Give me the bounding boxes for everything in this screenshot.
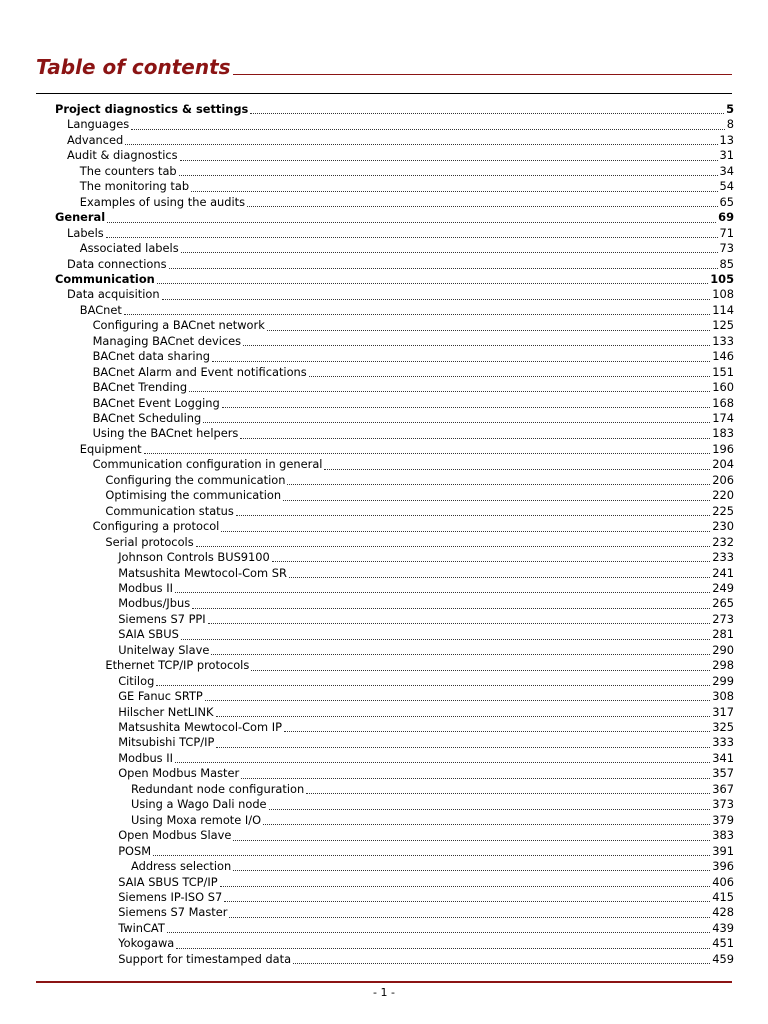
dot-leader bbox=[106, 237, 718, 238]
toc-entry-page: 168 bbox=[712, 395, 734, 410]
toc-entry-page: 241 bbox=[712, 565, 734, 580]
toc-entry-page: 8 bbox=[726, 117, 734, 132]
toc-entry[interactable] bbox=[118, 952, 734, 967]
toc-entry-label: Siemens S7 PPI bbox=[118, 611, 206, 626]
toc-entry-page: 265 bbox=[712, 596, 734, 611]
toc-entry-page: 114 bbox=[712, 302, 734, 317]
toc-entry-page: 428 bbox=[712, 905, 734, 920]
dot-leader bbox=[289, 577, 710, 578]
toc-entry[interactable] bbox=[105, 535, 734, 550]
toc-entry-label: Ethernet TCP/IP protocols bbox=[105, 658, 250, 673]
dot-leader bbox=[272, 561, 710, 562]
toc-entry[interactable] bbox=[55, 102, 734, 117]
toc-entry-label: Redundant node configuration bbox=[131, 781, 305, 796]
toc-entry-label: Support for timestamped data bbox=[118, 951, 292, 966]
toc-entry-label: Unitelway Slave bbox=[118, 642, 210, 657]
toc-entry-page: 125 bbox=[712, 318, 734, 333]
toc-entry-label: Address selection bbox=[131, 859, 232, 874]
toc-entry-label: Using Moxa remote I/O bbox=[131, 812, 262, 827]
toc-entry-page: 391 bbox=[712, 843, 734, 858]
dot-leader bbox=[267, 330, 710, 331]
toc-entry[interactable] bbox=[93, 318, 734, 333]
dot-leader bbox=[233, 870, 710, 871]
dot-leader bbox=[306, 793, 710, 794]
dot-leader bbox=[180, 160, 718, 161]
dot-leader bbox=[153, 855, 710, 856]
toc-entry-label: Siemens S7 Master bbox=[118, 905, 228, 920]
toc-entry-page: 367 bbox=[712, 781, 734, 796]
dot-leader bbox=[220, 886, 711, 887]
dot-leader bbox=[233, 840, 710, 841]
toc-entry-page: 160 bbox=[712, 380, 734, 395]
toc-entry-label: Advanced bbox=[67, 132, 124, 147]
dot-leader bbox=[221, 531, 710, 532]
toc-entry[interactable] bbox=[80, 442, 734, 457]
toc-entry-page: 406 bbox=[712, 874, 734, 889]
toc-entry-page: 220 bbox=[712, 488, 734, 503]
toc-entry-label: SAIA SBUS bbox=[118, 627, 179, 642]
dot-leader bbox=[175, 762, 710, 763]
toc-entry-label: Serial protocols bbox=[105, 534, 194, 549]
dot-leader bbox=[293, 963, 710, 964]
toc-entry-page: 183 bbox=[712, 426, 734, 441]
toc-entry-page: 281 bbox=[712, 627, 734, 642]
toc-entry-label: BACnet Event Logging bbox=[92, 395, 220, 410]
toc-entry[interactable] bbox=[93, 411, 734, 426]
dot-leader bbox=[211, 654, 710, 655]
toc-entry-page: 230 bbox=[712, 519, 734, 534]
toc-entry[interactable] bbox=[118, 689, 734, 704]
toc-entry-label: Siemens IP-ISO S7 bbox=[118, 889, 223, 904]
toc-entry[interactable] bbox=[118, 921, 734, 936]
toc-entry[interactable] bbox=[118, 612, 734, 627]
toc-entry[interactable] bbox=[105, 504, 734, 519]
dot-leader bbox=[167, 932, 710, 933]
toc-entry-page: 333 bbox=[712, 735, 734, 750]
dot-leader bbox=[169, 268, 718, 269]
toc-entry[interactable] bbox=[118, 705, 734, 720]
toc-entry-label: Examples of using the audits bbox=[79, 194, 246, 209]
page-title: Table of contents bbox=[36, 55, 231, 79]
toc-entry-page: 379 bbox=[712, 812, 734, 827]
toc-entry[interactable] bbox=[67, 287, 734, 302]
toc-entry-page: 298 bbox=[712, 658, 734, 673]
toc-entry-page: 34 bbox=[719, 163, 734, 178]
dot-leader bbox=[162, 299, 711, 300]
dot-leader bbox=[176, 948, 710, 949]
toc-entry-page: 308 bbox=[712, 689, 734, 704]
dot-leader bbox=[251, 670, 710, 671]
toc-entry-page: 69 bbox=[718, 210, 734, 225]
toc-entry[interactable] bbox=[80, 241, 734, 256]
toc-entry-label: GE Fanuc SRTP bbox=[118, 689, 203, 704]
toc-entry-label: Associated labels bbox=[79, 241, 179, 256]
toc-entry[interactable] bbox=[118, 828, 734, 843]
toc-entry-page: 65 bbox=[719, 194, 734, 209]
dot-leader bbox=[144, 453, 711, 454]
dot-leader bbox=[212, 361, 710, 362]
dot-leader bbox=[324, 469, 710, 470]
dot-leader bbox=[287, 484, 710, 485]
toc-entry-page: 71 bbox=[719, 225, 734, 240]
dot-leader bbox=[203, 422, 710, 423]
toc-entry-page: 249 bbox=[712, 580, 734, 595]
dot-leader bbox=[309, 376, 711, 377]
toc-entry-page: 383 bbox=[712, 828, 734, 843]
dot-leader bbox=[179, 175, 718, 176]
dot-leader bbox=[241, 778, 710, 779]
toc-entry-label: Communication bbox=[55, 271, 155, 286]
toc-entry-page: 325 bbox=[712, 720, 734, 734]
toc-entry-page: 204 bbox=[712, 457, 734, 472]
toc-entry[interactable] bbox=[131, 797, 734, 812]
toc-entry-label: Labels bbox=[67, 225, 104, 240]
toc-entry-label: BACnet data sharing bbox=[92, 349, 210, 364]
toc-entry[interactable] bbox=[93, 349, 734, 364]
toc-entry-page: 13 bbox=[719, 132, 734, 147]
dot-leader bbox=[191, 191, 717, 192]
dot-leader bbox=[216, 747, 710, 748]
toc-entry-page: 73 bbox=[719, 241, 734, 256]
dot-leader bbox=[247, 206, 717, 207]
toc-entry-label: Configuring a protocol bbox=[92, 519, 220, 534]
toc-entry-page: 459 bbox=[712, 951, 734, 966]
toc-entry-label: Configuring the communication bbox=[105, 472, 286, 487]
toc-entry-label: The counters tab bbox=[79, 163, 177, 178]
dot-leader bbox=[125, 144, 717, 145]
dot-leader bbox=[224, 901, 710, 902]
toc-entry[interactable] bbox=[93, 396, 734, 411]
toc-entry[interactable] bbox=[67, 133, 734, 148]
toc-entry-label: Optimising the communication bbox=[105, 488, 282, 503]
toc-entry-page: 415 bbox=[712, 889, 734, 904]
toc-entry-label: Project diagnostics & settings bbox=[55, 102, 249, 116]
toc-entry-page: 357 bbox=[712, 766, 734, 781]
toc-entry-label: General bbox=[55, 210, 106, 225]
page-number: - 1 - bbox=[373, 986, 395, 999]
toc-entry[interactable] bbox=[67, 257, 734, 272]
toc-entry-page: 451 bbox=[712, 936, 734, 951]
dot-leader bbox=[284, 731, 710, 732]
title-underline bbox=[233, 74, 732, 75]
dot-leader bbox=[107, 222, 716, 223]
toc-entry-page: 151 bbox=[712, 364, 734, 379]
toc-entry[interactable] bbox=[80, 179, 734, 194]
toc-entry[interactable] bbox=[93, 519, 734, 534]
toc-entry-label: SAIA SBUS TCP/IP bbox=[118, 874, 218, 889]
dot-leader bbox=[157, 283, 708, 284]
toc-entry[interactable] bbox=[118, 936, 734, 951]
toc-entry-page: 54 bbox=[719, 179, 734, 194]
toc-entry[interactable] bbox=[93, 457, 734, 472]
toc-entry-label: Modbus II bbox=[118, 750, 173, 765]
toc-entry[interactable] bbox=[118, 643, 734, 658]
toc-entry-page: 373 bbox=[712, 797, 734, 812]
toc-entry-label: Modbus II bbox=[118, 580, 173, 595]
toc-entry-label: Matsushita Mewtocol-Com IP bbox=[118, 720, 282, 734]
toc-entry[interactable] bbox=[105, 473, 734, 488]
toc-entry-page: 233 bbox=[712, 550, 734, 565]
toc-entry-label: Open Modbus Master bbox=[118, 766, 240, 781]
toc-entry-page: 341 bbox=[712, 750, 734, 765]
toc-entry-label: Citilog bbox=[118, 673, 155, 688]
toc-entry-label: Mitsubishi TCP/IP bbox=[118, 735, 215, 750]
dot-leader bbox=[181, 639, 710, 640]
toc-entry-label: BACnet Trending bbox=[92, 380, 188, 395]
toc-entry[interactable] bbox=[131, 859, 734, 874]
toc-entry-label: Using a Wago Dali node bbox=[131, 797, 267, 812]
dot-leader bbox=[283, 500, 710, 501]
toc-entry-page: 232 bbox=[712, 534, 734, 549]
top-divider bbox=[36, 93, 732, 94]
toc-entry[interactable] bbox=[93, 334, 734, 349]
toc-entry-page: 146 bbox=[712, 349, 734, 364]
toc-entry-page: 290 bbox=[712, 642, 734, 657]
toc-entry-label: Open Modbus Slave bbox=[118, 828, 232, 843]
toc-entry-label: BACnet Scheduling bbox=[92, 411, 202, 425]
toc-entry-page: 273 bbox=[712, 611, 734, 626]
toc-entry-label: Using the BACnet helpers bbox=[92, 426, 239, 441]
dot-leader bbox=[229, 917, 710, 918]
toc-entry[interactable] bbox=[131, 782, 734, 797]
dot-leader bbox=[216, 716, 711, 717]
toc-entry-label: Managing BACnet devices bbox=[92, 333, 242, 348]
toc-entry-page: 174 bbox=[712, 411, 734, 425]
dot-leader bbox=[131, 129, 725, 130]
toc-entry-label: BACnet Alarm and Event notifications bbox=[92, 364, 307, 379]
dot-leader bbox=[236, 515, 710, 516]
toc-entry-page: 225 bbox=[712, 503, 734, 518]
toc-entry-label: Audit & diagnostics bbox=[67, 148, 178, 163]
toc-entry-label: TwinCAT bbox=[118, 920, 165, 935]
dot-leader bbox=[250, 113, 724, 114]
toc-entry-page: 31 bbox=[719, 148, 734, 163]
toc-entry-page: 105 bbox=[710, 271, 734, 286]
title-row bbox=[36, 54, 732, 80]
toc-entry-page: 439 bbox=[712, 920, 734, 935]
toc-entry-page: 85 bbox=[719, 256, 734, 271]
toc-entry-page: 5 bbox=[726, 102, 734, 116]
toc-entry[interactable] bbox=[131, 813, 734, 828]
toc-entry-label: Communication status bbox=[105, 503, 234, 518]
toc-entry[interactable] bbox=[118, 875, 734, 890]
dot-leader bbox=[189, 391, 710, 392]
toc-entry[interactable] bbox=[105, 658, 734, 673]
toc-entry-label: The monitoring tab bbox=[79, 179, 190, 194]
toc-entry[interactable] bbox=[118, 751, 734, 766]
toc-entry-page: 206 bbox=[712, 472, 734, 487]
toc-entry[interactable] bbox=[118, 627, 734, 642]
dot-leader bbox=[243, 345, 710, 346]
toc-entry-label: Modbus/Jbus bbox=[118, 596, 191, 611]
dot-leader bbox=[269, 809, 711, 810]
dot-leader bbox=[263, 824, 710, 825]
toc-entry-page: 299 bbox=[712, 673, 734, 688]
toc-entry[interactable] bbox=[55, 210, 734, 225]
toc-entry-label: Data acquisition bbox=[67, 287, 160, 302]
toc-entry-label: BACnet bbox=[79, 302, 122, 317]
toc-entry-label: Matsushita Mewtocol-Com SR bbox=[118, 565, 287, 580]
toc-entry-label: Communication configuration in general bbox=[92, 457, 323, 472]
toc-entry[interactable] bbox=[118, 890, 734, 905]
toc-entry[interactable] bbox=[93, 380, 734, 395]
toc-entry[interactable] bbox=[118, 550, 734, 565]
toc-entry[interactable] bbox=[93, 365, 734, 380]
dot-leader bbox=[208, 623, 711, 624]
dot-leader bbox=[181, 252, 718, 253]
toc-entry[interactable] bbox=[118, 566, 734, 581]
toc-entry[interactable] bbox=[118, 735, 734, 750]
toc-entry-label: Hilscher NetLINK bbox=[118, 704, 214, 719]
toc-entry-page: 317 bbox=[712, 704, 734, 719]
toc-entry-page: 108 bbox=[712, 287, 734, 302]
toc-entry[interactable] bbox=[80, 164, 734, 179]
dot-leader bbox=[156, 685, 710, 686]
toc-entry-label: Equipment bbox=[79, 441, 142, 456]
toc-entry[interactable] bbox=[118, 596, 734, 611]
toc-entry-page: 133 bbox=[712, 333, 734, 348]
toc-entry[interactable] bbox=[93, 426, 734, 441]
dot-leader bbox=[192, 608, 710, 609]
toc-entry[interactable] bbox=[118, 674, 734, 689]
toc-entry[interactable] bbox=[118, 766, 734, 781]
toc-entry[interactable] bbox=[55, 272, 734, 287]
toc-entry[interactable] bbox=[67, 226, 734, 241]
toc-entry[interactable] bbox=[118, 905, 734, 920]
toc-entry[interactable] bbox=[80, 303, 734, 318]
toc-entry[interactable] bbox=[67, 117, 734, 132]
toc-entry-label: Johnson Controls BUS9100 bbox=[118, 550, 270, 565]
toc-entry-label: Configuring a BACnet network bbox=[92, 318, 265, 333]
toc-entry[interactable] bbox=[118, 844, 734, 859]
toc-entry[interactable] bbox=[118, 720, 734, 735]
dot-leader bbox=[240, 438, 710, 439]
toc-entry[interactable] bbox=[105, 488, 734, 503]
footer-divider bbox=[36, 981, 732, 983]
toc-entry-label: POSM bbox=[118, 843, 152, 858]
dot-leader bbox=[222, 407, 711, 408]
toc-entry-page: 196 bbox=[712, 441, 734, 456]
toc-entry[interactable] bbox=[67, 148, 734, 163]
toc-entry-page: 396 bbox=[712, 859, 734, 874]
dot-leader bbox=[205, 700, 710, 701]
toc-entry-label: Languages bbox=[67, 117, 130, 132]
dot-leader bbox=[175, 592, 710, 593]
toc-entry-label: Data connections bbox=[67, 256, 167, 271]
dot-leader bbox=[196, 546, 711, 547]
toc-entry[interactable] bbox=[118, 581, 734, 596]
toc-entry[interactable] bbox=[80, 195, 734, 210]
toc-entry-label: Yokogawa bbox=[118, 936, 175, 951]
dot-leader bbox=[124, 314, 710, 315]
